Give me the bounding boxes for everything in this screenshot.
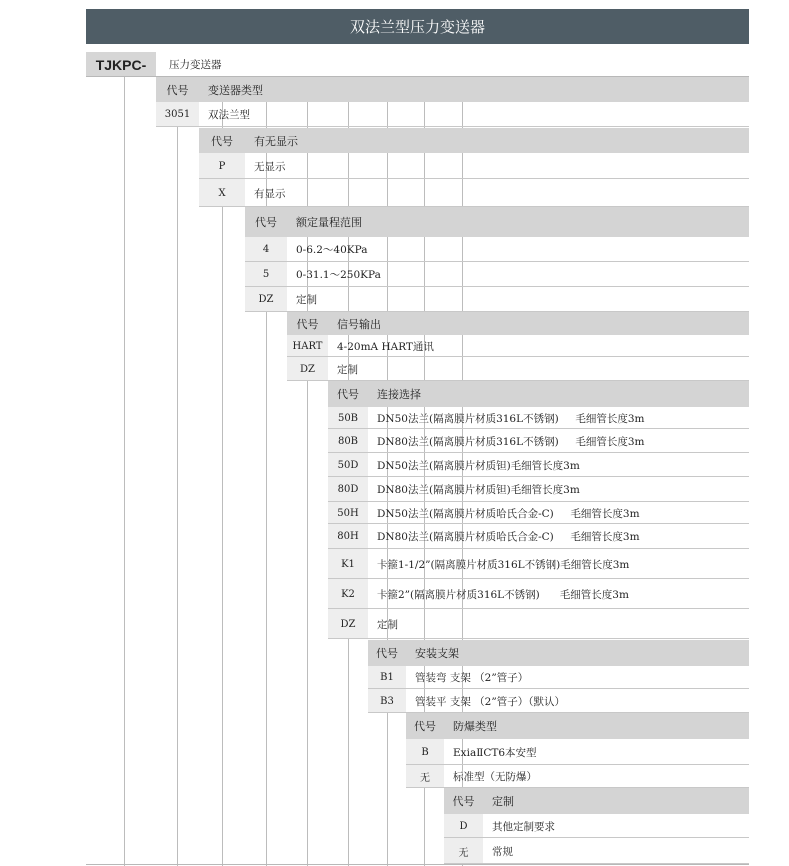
option-label: 定制 [337,363,358,376]
option-label: 有显示 [254,187,286,200]
option-label: DN50法兰(隔离膜片材质316L不锈钢) 毛细管长度3m [377,412,645,425]
option-label: DN50法兰(隔离膜片材质钽)毛细管长度3m [377,459,580,472]
model-prefix: TJKPC- [86,52,156,77]
option-label: 卡箍1-1/2”(隔离膜片材质316L不锈钢)毛细管长度3m [377,558,630,571]
section-code-header: 代号 [444,788,483,814]
option-label: 4-20mA HART通讯 [337,340,434,353]
row-divider [328,638,749,639]
bottom-border [86,864,749,865]
option-label: 标准型（无防爆） [453,771,537,783]
table-title: 双法兰型压力变送器 [86,9,749,44]
option-code: 无 [406,765,444,788]
section-header: 有无显示 [245,128,749,153]
option-code: B [406,739,444,765]
option-label: DN80法兰(隔离膜片材质哈氏合金-C) 毛细管长度3m [377,531,640,543]
option-label: 0-31.1～250KPa [296,269,381,281]
connector-line [177,77,178,866]
option-label: 常规 [492,845,513,858]
connector-line [124,77,125,866]
option-code: DZ [287,357,328,381]
option-code: B3 [368,689,406,713]
option-label: ExiaⅡCT6本安型 [453,746,537,759]
section-code-header: 代号 [406,713,444,739]
option-label: DN80法兰(隔离膜片材质钽)毛细管长度3m [377,484,580,496]
option-code: DZ [245,287,287,312]
option-code: 80H [328,524,368,549]
option-code: B1 [368,666,406,689]
section-header: 连接选择 [368,381,749,407]
option-code: 50B [328,407,368,429]
section-header: 额定量程范围 [287,207,749,237]
option-code: 50H [328,502,368,524]
section-header: 信号输出 [328,312,749,335]
option-code: X [199,179,245,207]
option-label: 卡箍2”(隔离膜片材质316L不锈钢) 毛细管长度3m [377,588,629,601]
option-label: 0-6.2～40KPa [296,244,368,256]
option-label: 无显示 [254,160,286,173]
option-code: 3051 [156,102,199,127]
option-code: 80D [328,477,368,502]
option-code: D [444,814,483,838]
option-code: 50D [328,453,368,477]
section-code-header: 代号 [368,640,406,666]
option-code: 无 [444,838,483,864]
option-label: 其他定制要求 [492,820,555,833]
option-label: 管装平 支架 （2”管子）（默认） [415,695,565,708]
section-header: 防爆类型 [444,713,749,739]
option-code: DZ [328,609,368,639]
section-header: 变送器类型 [199,77,749,102]
option-label: 定制 [296,294,317,306]
option-code: K2 [328,579,368,609]
section-header: 定制 [483,788,749,814]
model-description: 压力变送器 [169,59,222,71]
section-code-header: 代号 [245,207,287,237]
option-label: 双法兰型 [208,109,250,121]
option-code: 80B [328,429,368,453]
section-code-header: 代号 [199,128,245,153]
section-code-header: 代号 [287,312,328,335]
option-code: 5 [245,262,287,287]
option-code: K1 [328,549,368,579]
row-divider [156,126,749,127]
option-code: 4 [245,237,287,262]
section-header: 安装支架 [406,640,749,666]
option-label: 管装弯 支架 （2”管子） [415,672,529,684]
option-code: P [199,153,245,179]
option-label: DN50法兰(隔离膜片材质哈氏合金-C) 毛细管长度3m [377,507,640,520]
option-code: HART [287,335,328,357]
option-label: 定制 [377,618,398,631]
option-label: DN80法兰(隔离膜片材质316L不锈钢) 毛细管长度3m [377,435,645,448]
section-code-header: 代号 [328,381,368,407]
section-code-header: 代号 [156,77,199,102]
